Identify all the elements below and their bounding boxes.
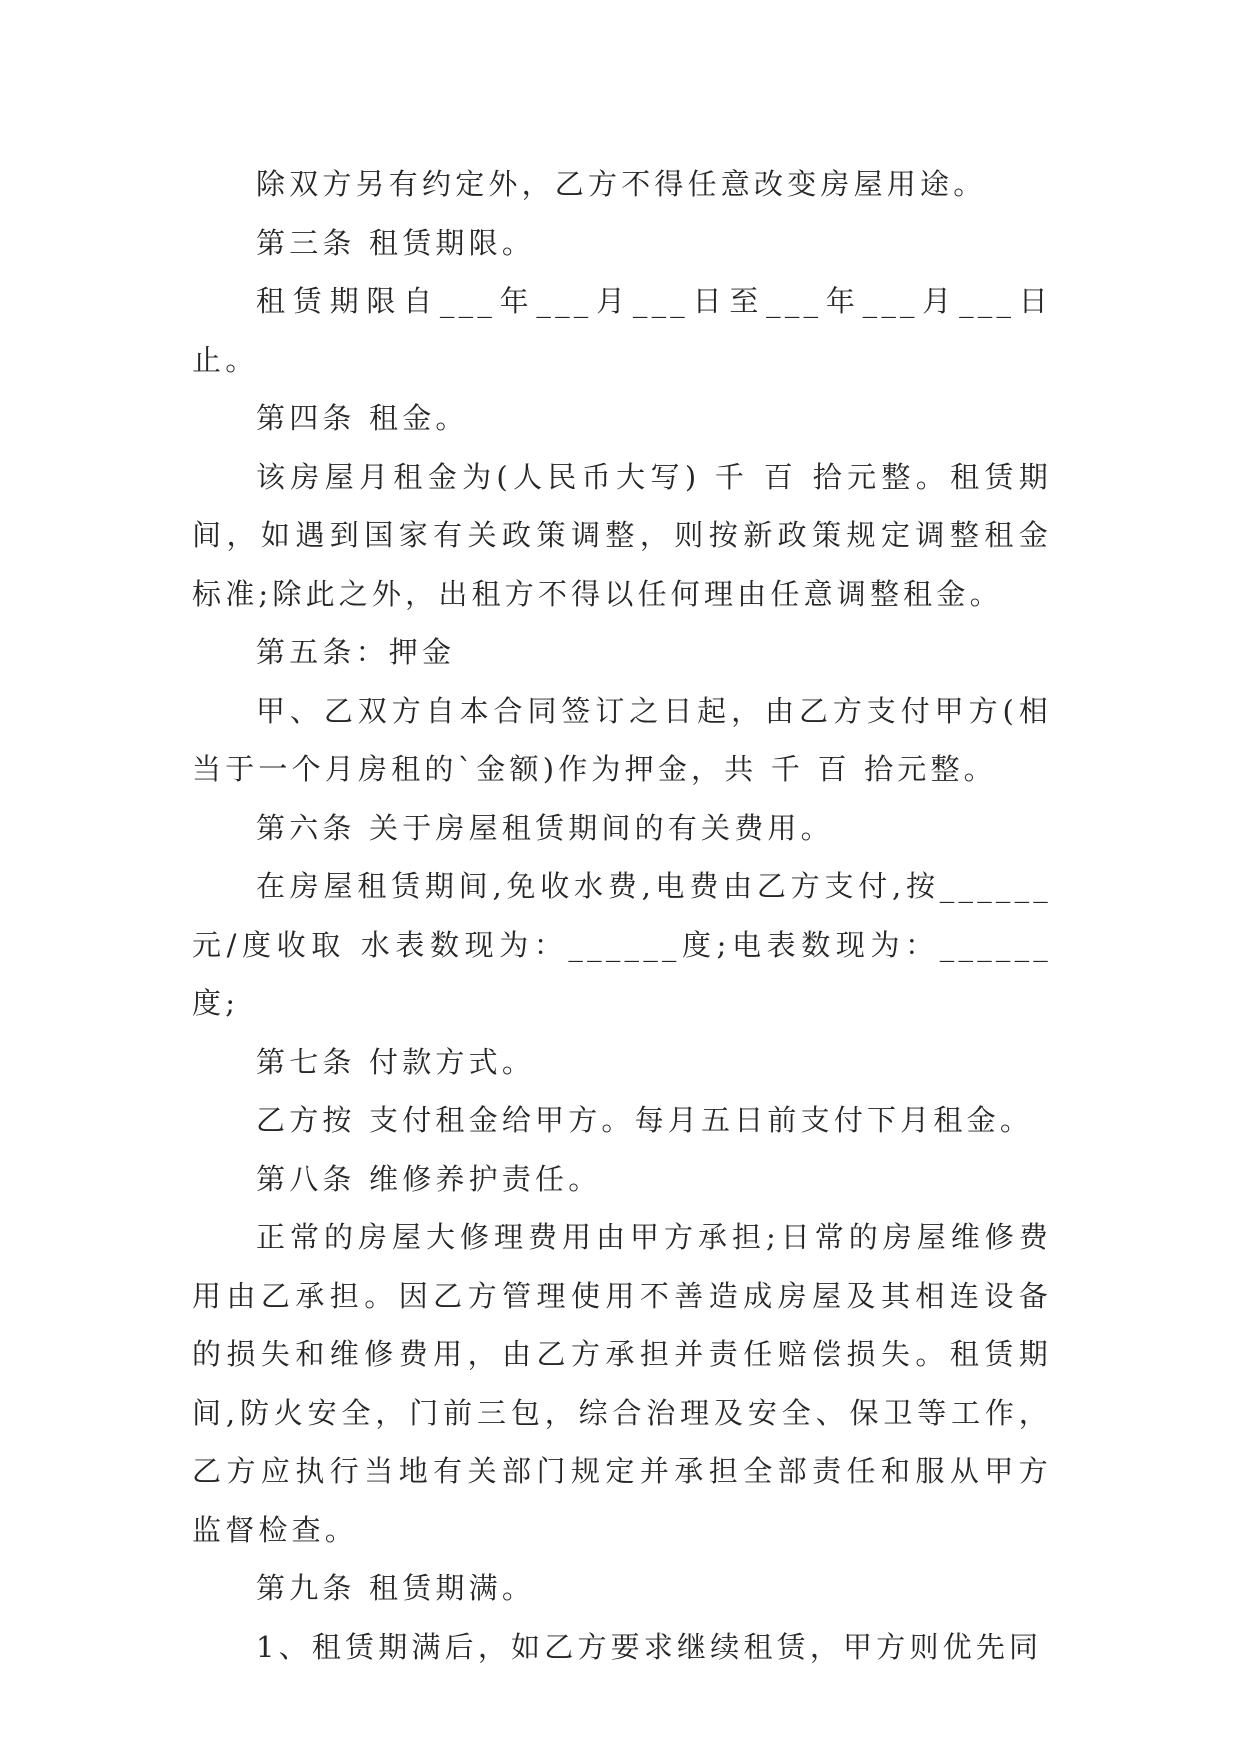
heading-article-9: 第九条 租赁期满。	[256, 1571, 536, 1605]
paragraph-utilities: 在房屋租赁期间,免收水费,电费由乙方支付,按______元/度收取 水表数现为：______度;电表数现为：______度;	[192, 869, 1052, 1020]
contract-text	[192, 155, 1052, 1676]
paragraph-usage-restriction: 除双方另有约定外，乙方不得任意改变房屋用途。	[256, 167, 987, 201]
heading-article-3: 第三条 租赁期限。	[256, 225, 536, 260]
heading-article-8: 第八条 维修养护责任。	[256, 1161, 602, 1196]
heading-article-7: 第七条 付款方式。	[256, 1044, 536, 1079]
paragraph-deposit: 甲、乙双方自本合同签订之日起，由乙方支付甲方(相当于一个月房租的`金额)作为押金，共 千 百 拾元整。	[192, 693, 1052, 786]
paragraph-lease-term: 租赁期限自___年___月___日至___年___月___日止。	[192, 284, 1052, 377]
heading-article-4: 第四条 租金。	[256, 401, 469, 435]
heading-article-5: 第五条：押金	[256, 635, 456, 669]
heading-article-6: 第六条 关于房屋租赁期间的有关费用。	[256, 810, 834, 845]
paragraph-payment: 乙方按 支付租金给甲方。每月五日前支付下月租金。	[256, 1103, 1034, 1137]
paragraph-lease-expiry-1: 1、租赁期满后，如乙方要求继续租赁，甲方则优先同	[256, 1629, 1043, 1664]
paragraph-rent: 该房屋月租金为(人民币大写) 千 百 拾元整。租赁期间，如遇到国家有关政策调整，则按新政策规定调整租金标准;除此之外，出租方不得以任何理由任意调整租金。	[192, 459, 1052, 611]
paragraph-maintenance: 正常的房屋大修理费用由甲方承担;日常的房屋维修费用由乙承担。因乙方管理使用不善造成房屋及其相连设备的损失和维修费用，由乙方承担并责任赔偿损失。租赁期间,防火安全，门前三包，综合治理及安全、保卫等工作，乙方应执行当地有关部门规定并承担全部责任和服从甲方监督检查。	[192, 1220, 1052, 1547]
